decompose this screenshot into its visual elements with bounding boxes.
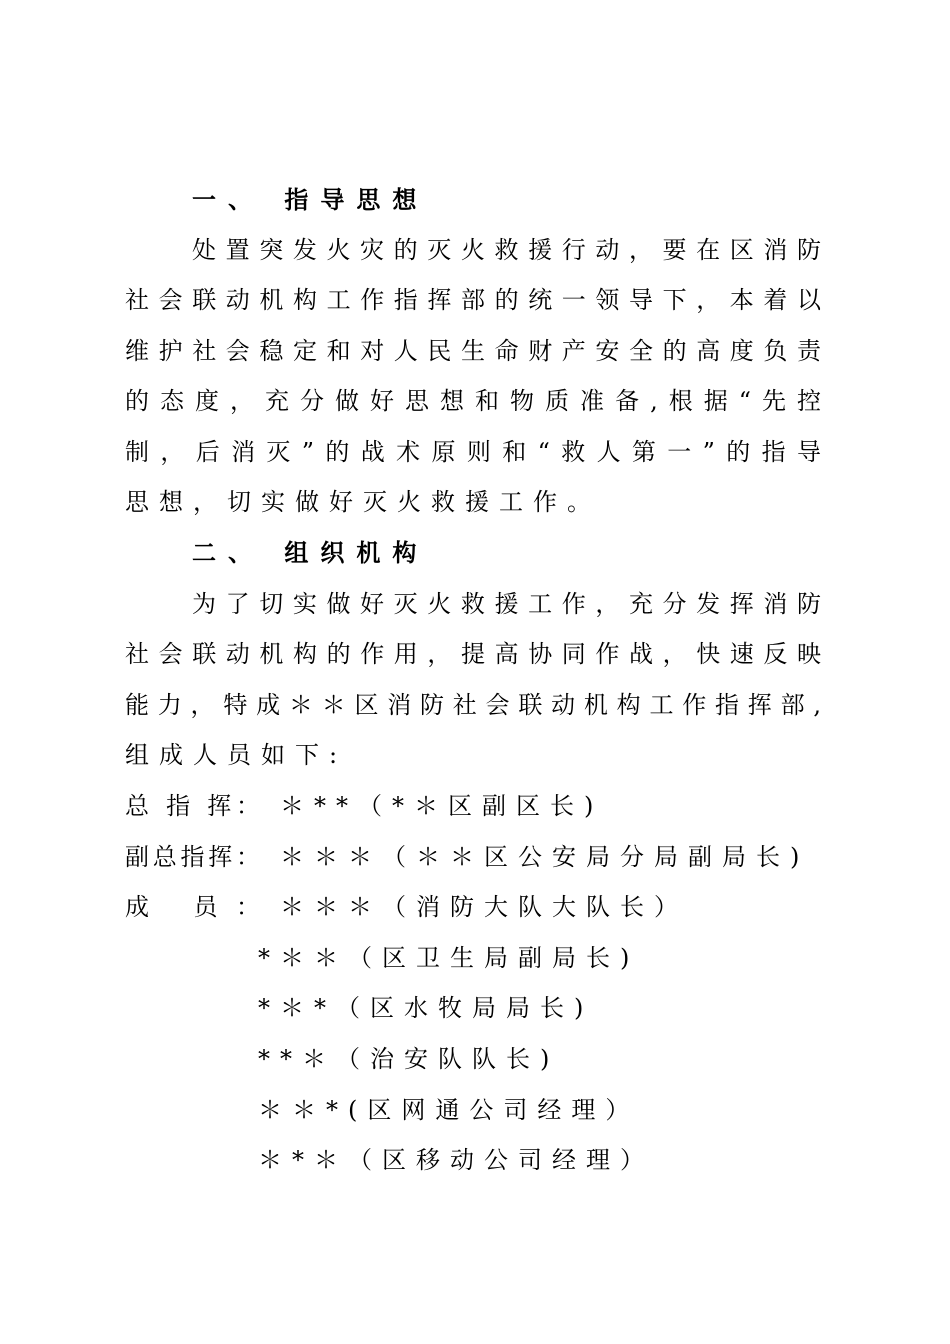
paragraph-line: 社会联动机构的作用，提高协同作战，快速反映 [125, 640, 825, 668]
roster-member: **＊（治安队队长) [258, 1045, 560, 1073]
roster-members-first [125, 887, 825, 927]
roster-members-label: 成 员： [125, 893, 260, 921]
roster-chief-label: 总 指 挥： [125, 792, 260, 820]
roster-deputy [125, 837, 825, 877]
roster-deputy-value: ＊＊＊（＊＊区公安局分局副局长) [280, 843, 810, 871]
roster-member: *＊＊（区卫生局副局长) [258, 944, 640, 972]
paragraph-line: 处置突发火灾的灭火救援行动，要在区消防 [192, 236, 825, 264]
roster-member: ＊*＊（区移动公司经理） [258, 1146, 654, 1174]
paragraph-line: 维护社会稳定和对人民生命财产安全的高度负责 [125, 337, 825, 365]
roster-member: ＊＊＊（消防大队大队长） [280, 893, 688, 921]
paragraph-line: 制，后消灭”的战术原则和“救人第一”的指导 [125, 438, 825, 466]
paragraph-line: 的态度，充分做好思想和物质准备,根据“先控 [125, 387, 825, 415]
roster-member: ＊＊*(区网通公司经理） [258, 1096, 640, 1124]
roster-member: *＊*（区水牧局局长) [258, 994, 594, 1022]
roster-chief-value: ＊**（*＊区副区长) [280, 792, 604, 820]
section-heading-guiding-thought: 一、 指导思想 [192, 185, 429, 214]
paragraph-line: 思想，切实做好灭火救援工作。 [125, 488, 601, 516]
section-heading-organization: 二、 组织机构 [192, 538, 429, 567]
roster-chief [125, 786, 825, 826]
roster-deputy-label: 副总指挥： [125, 843, 260, 871]
paragraph-line: 为了切实做好灭火救援工作，充分发挥消防 [192, 590, 825, 618]
paragraph-line: 能力，特成＊＊区消防社会联动机构工作指挥部, [125, 691, 825, 719]
paragraph-line: 社会联动机构工作指挥部的统一领导下，本着以 [125, 286, 825, 314]
paragraph-line: 组成人员如下: [125, 741, 348, 769]
